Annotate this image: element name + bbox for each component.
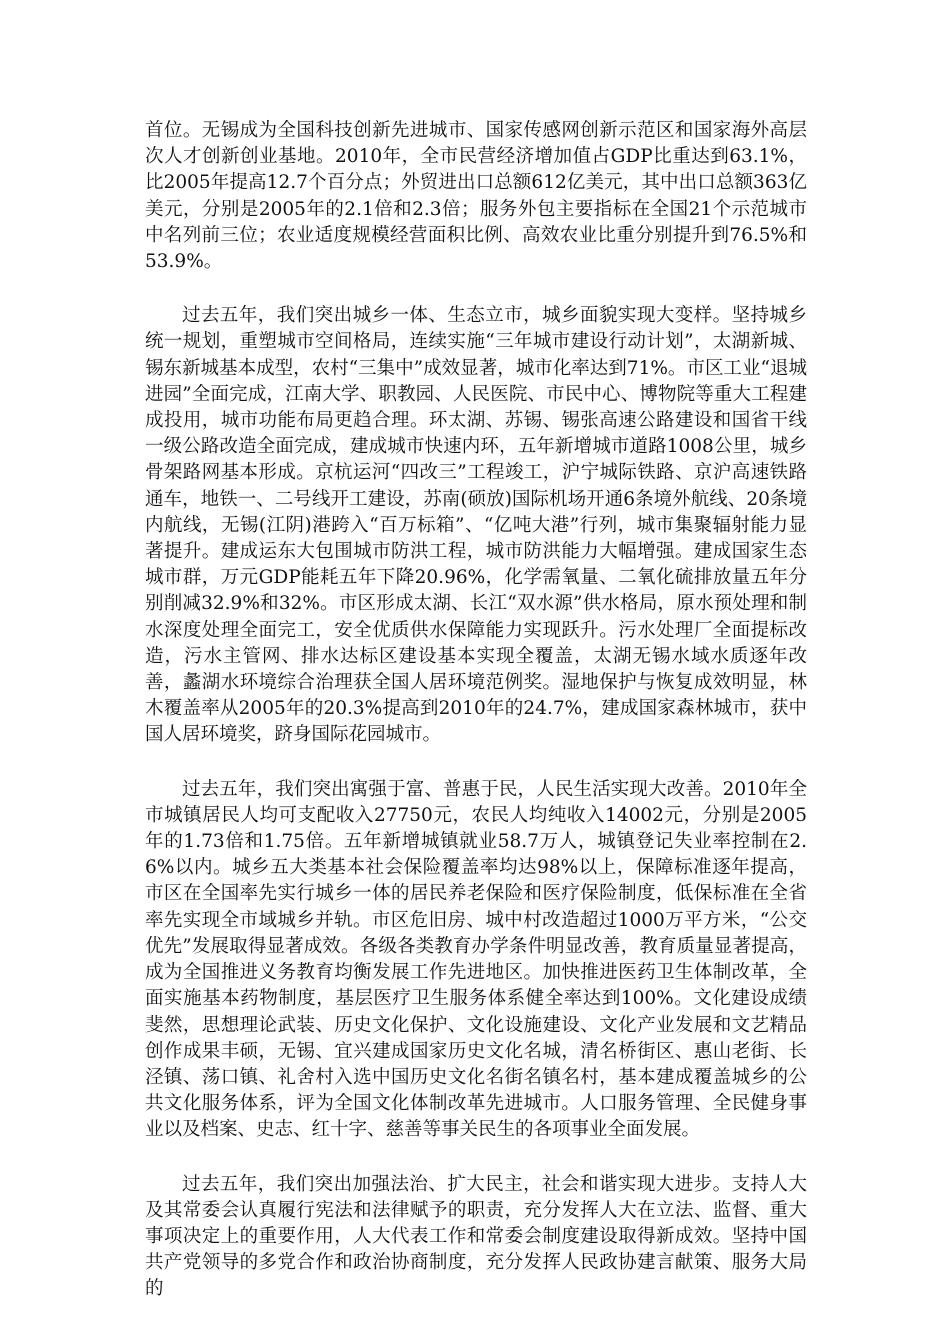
paragraph-3: 过去五年，我们突出寓强于富、普惠于民，人民生活实现大改善。2010年全市城镇居民人均可支配收入27750元，农民人均纯收入14002元，分别是2005年的1.73倍和1.75倍。五年新增城镇就业58.7万人，城镇登记失业率控制在2.6%以内。城乡五大类基本社会保险覆盖率均达98%以上，保障标准逐年提高，市区在全国率先实行城乡一体的居民养老保险和医疗保险制度，低保标准在全省率先实现全市域城乡并轨。市区危旧房、城中村改造超过1000万平方米，“公交优先”发展取得显著成效。各级各类教育办学条件明显改善，教育质量显著提高，成为全国推进义务教育均衡发展工作先进地区。加快推进医药卫生体制改革，全面实施基本药物制度，基层医疗卫生服务体系健全率达到100%。文化建设成绩斐然，思想理论武装、历史文化保护、文化设施建设、文化产业发展和文艺精品创作成果丰硕，无锡、宜兴建成国家历史文化名城，清名桥街区、惠山老街、长泾镇、荡口镇、礼舍村入选中国历史文化名街名镇名村，基本建成覆盖城乡的公共文化服务体系，评为全国文化体制改革先进城市。人口服务管理、全民健身事业以及档案、史志、红十字、慈善等事关民生的各项事业全面发展。 xyxy=(145,778,807,1141)
document-body xyxy=(145,118,807,1331)
paragraph-2: 过去五年，我们突出城乡一体、生态立市，城乡面貌实现大变样。坚持城乡统一规划，重塑城市空间格局，连续实施“三年城市建设行动计划”，太湖新城、锡东新城基本成型，农村“三集中”成效显著，城市化率达到71%。市区工业“退城进园”全面完成，江南大学、职教园、人民医院、市民中心、博物院等重大工程建成投用，城市功能布局更趋合理。环太湖、苏锡、锡张高速公路建设和国省干线一级公路改造全面完成，建成城市快速内环，五年新增城市道路1008公里，城乡骨架路网基本形成。京杭运河“四改三”工程竣工，沪宁城际铁路、京沪高速铁路通车，地铁一、二号线开工建设，苏南(硕放)国际机场开通6条境外航线、20条境内航线，无锡(江阴)港跨入“百万标箱”、“亿吨大港”行列，城市集聚辐射能力显著提升。建成运东大包围城市防洪工程，城市防洪能力大幅增强。建成国家生态城市群，万元GDP能耗五年下降20.96%，化学需氧量、二氧化硫排放量五年分别削减32.9%和32%。市区形成太湖、长江“双水源”供水格局，原水预处理和制水深度处理全面完工，安全优质供水保障能力实现跃升。污水处理厂全面提标改造，污水主管网、排水达标区建设基本实现全覆盖，太湖无锡水域水质逐年改善，蠡湖水环境综合治理获全国人居环境范例奖。湿地保护与恢复成效明显，林木覆盖率从2005年的20.3%提高到2010年的24.7%，建成国家森林城市，获中国人居环境奖，跻身国际花园城市。 xyxy=(145,305,807,746)
paragraph-1: 首位。无锡成为全国科技创新先进城市、国家传感网创新示范区和国家海外高层次人才创新创业基地。2010年，全市民营经济增加值占GDP比重达到63.1%，比2005年提高12.7个百分点；外贸进出口总额612亿美元，其中出口总额363亿美元，分别是2005年的2.1倍和2.3倍；服务外包主要指标在全国21个示范城市中名列前三位；农业适度规模经营面积比例、高效农业比重分别提升到76.5%和53.9%。 xyxy=(145,120,807,273)
paragraph-4: 过去五年，我们突出加强法治、扩大民主，社会和谐实现大进步。支持人大及其常委会认真履行宪法和法律赋予的职责，充分发挥人大在立法、监督、重大事项决定上的重要作用，人大代表工作和常委会制度建设取得新成效。坚持中国共产党领导的多党合作和政治协商制度，充分发挥人民政协建言献策、服务大局的 xyxy=(145,1173,807,1300)
